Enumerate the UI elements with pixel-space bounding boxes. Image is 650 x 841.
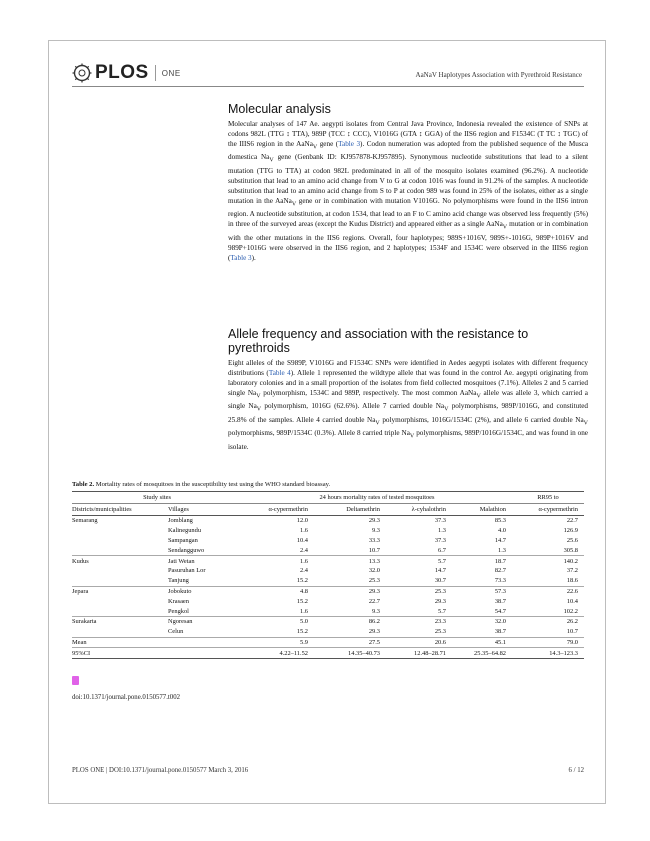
text-run: gene or in combination with mutation V1016G. No polymorphisms were found in the IIS6 intron region. A nucleotide substitution, at codon 1534, that lead to an F to C amino acid change was observed less frequently (5%) in three of the surveyed areas (except the Kudus District) and appeared either as a single AaNa <box>228 196 588 229</box>
table-row <box>72 616 584 626</box>
text-run: polymorphisms, 989P/1016G, and constituted 25.8% of the samples. Allele 4 carried double Na <box>228 402 588 424</box>
value-cell: 45.1 <box>452 637 512 648</box>
value-cell: 5.9 <box>242 637 314 648</box>
value-cell: 9.3 <box>372 607 380 615</box>
subscript: V <box>269 157 274 164</box>
logo-text: PLOS <box>95 62 149 83</box>
value-cell: 140.2 <box>512 556 584 566</box>
value-cell: 2.4 <box>300 567 308 575</box>
footer-citation: PLOS ONE | DOI:10.1371/journal.pone.0150577 March 3, 2016 <box>72 767 249 774</box>
value-cell: 18.7 <box>452 556 512 566</box>
subscript: V <box>476 393 481 400</box>
column-header: λ-cyhalothrin <box>386 504 452 516</box>
footer-page-number: 6 / 12 <box>568 767 584 774</box>
mortality-table <box>72 491 584 659</box>
value-cell: 73.3 <box>494 577 506 585</box>
district-cell <box>72 576 168 586</box>
district-cell <box>72 596 168 606</box>
text-run: allele was allele 3, which carried a single Na <box>228 389 588 411</box>
table-link[interactable]: Table 3 <box>230 253 252 262</box>
plos-logo <box>72 62 181 84</box>
value-cell: 5.7 <box>386 556 452 566</box>
group-header: Study sites <box>72 492 242 504</box>
value-cell: 14.7 <box>494 536 506 544</box>
value-cell: 1.3 <box>438 527 446 535</box>
subscript: V <box>502 224 508 231</box>
district-cell: 95%CI <box>72 648 168 659</box>
village-cell: Celun <box>168 628 184 636</box>
section-molecular-analysis <box>228 102 588 263</box>
value-cell: 305.8 <box>563 546 578 554</box>
running-title: AaNaV Haplotypes Association with Pyrethroid Resistance <box>415 71 582 79</box>
value-cell: 25.3 <box>368 577 380 585</box>
value-cell: 25.6 <box>566 536 578 544</box>
value-cell: 1.6 <box>300 527 308 535</box>
village-cell: Pengkol <box>168 607 189 615</box>
subscript: V <box>312 144 318 151</box>
table-row <box>72 536 584 546</box>
value-cell: 10.7 <box>566 628 578 636</box>
text-run: polymorphisms, 989P/1016G/1534C, and was found in one isolate. <box>228 429 588 451</box>
village-cell: Jomblang <box>168 517 193 525</box>
value-cell: 14.3–123.3 <box>512 648 584 659</box>
plos-globe-icon <box>72 63 92 83</box>
value-cell: 54.7 <box>494 607 506 615</box>
district-cell: Jepara <box>72 586 168 596</box>
page-header <box>72 62 582 84</box>
paragraph <box>228 119 588 263</box>
caption-text: Mortality rates of mosquitoes in the susceptibility test using the WHO standard bioassay. <box>94 481 331 488</box>
table-row <box>72 586 584 596</box>
value-cell: 27.5 <box>314 637 386 648</box>
value-cell: 37.3 <box>434 517 446 525</box>
text-run: polymorphisms, 989P/1534C (0.3%). Allele 8 carried triple Na <box>228 429 410 438</box>
text-run: polymorphisms, 1016G/1534C (2%), and allele 6 carried double Na <box>379 415 584 424</box>
value-cell: 23.3 <box>386 616 452 626</box>
value-cell: 57.3 <box>452 586 512 596</box>
caption-label: Table 2. <box>72 481 95 488</box>
text-run: ). Allele 1 represented the wildtype allele that was found in the control Ae. aegypti originating from laboratory colonies and in a small proportion of the isolates from field collected mosquitoes (7.1%). Alleles 2 and 5 carried single Na <box>228 369 589 397</box>
value-cell: 32.0 <box>452 616 512 626</box>
value-cell: 5.0 <box>242 616 314 626</box>
value-cell: 33.3 <box>368 536 380 544</box>
district-cell <box>72 566 168 576</box>
column-header: Districts/municipalities <box>72 504 168 516</box>
value-cell: 26.2 <box>512 616 584 626</box>
value-cell: 18.6 <box>566 577 578 585</box>
value-cell: 2.4 <box>300 546 308 554</box>
paragraph <box>228 358 588 452</box>
subscript: V <box>444 406 449 413</box>
value-cell: 22.7 <box>368 597 380 605</box>
village-cell: Ngoresan <box>168 616 242 626</box>
value-cell: 29.3 <box>368 517 380 525</box>
column-header: Malathion <box>452 504 512 516</box>
subscript: V <box>256 406 262 413</box>
value-cell: 15.2 <box>296 628 308 636</box>
table-row <box>72 596 584 606</box>
district-cell: Mean <box>72 637 168 648</box>
value-cell: 29.3 <box>314 586 386 596</box>
value-cell: 29.3 <box>434 597 446 605</box>
value-cell: 102.2 <box>563 607 578 615</box>
value-cell: 25.35–64.82 <box>452 648 512 659</box>
district-cell <box>72 545 168 555</box>
value-cell: 30.7 <box>434 577 446 585</box>
value-cell: 10.7 <box>368 546 380 554</box>
value-cell: 126.9 <box>563 527 578 535</box>
village-cell: Krasaen <box>168 597 189 605</box>
text-run: gene (Genbank ID: KJ957878-KJ957895). Synonymous nucleotide substitutions that lead to a silent mutation (TTG to TTA) at codon 982L predominated in all of the mosquito isolates examined (96.2%). A nucleotide substitution that lead to an amino acid change from V to G at codon 1016 was found in 91.2% of the samples. A nucleotide substitution that lead to an amino acid change from S to P at codon 989 was found in 25% of the isolates, either as a single mutation in the AaNa <box>228 153 588 205</box>
section-title: Allele frequency and association with the resistance to pyrethroids <box>228 327 529 355</box>
text-run: gene ( <box>317 140 339 148</box>
text-run: Molecular analyses of 147 Ae. aegypti isolates from Central Java Province, Indonesia revealed the existence of SNPs at codons 982L (TTG ↕ TTA), 989P (TCC ↕ CCC), V1016G (GTA ↕ GGA) of the IIS6 region and F1534C (T TC ↕ TGC) of the IIIS6 region in the AaNa <box>228 120 588 148</box>
value-cell: 38.7 <box>494 628 506 636</box>
village-cell <box>168 637 242 648</box>
value-cell: 25.3 <box>434 628 446 636</box>
value-cell: 79.0 <box>512 637 584 648</box>
value-cell: 4.0 <box>498 527 506 535</box>
table-row <box>72 545 584 555</box>
value-cell: 9.3 <box>372 527 380 535</box>
value-cell: 13.3 <box>314 556 386 566</box>
value-cell: 85.3 <box>494 517 506 525</box>
column-header: Deltamethrin <box>314 504 386 516</box>
text-run: Eight alleles of the S989P, V1016G and F1534C SNPs were identified in Aedes aegypti isolates with different frequency distributions ( <box>228 359 588 377</box>
text-run: polymorphism, 1534C and 989P, respectively. The most common AaNa <box>260 389 477 397</box>
group-header-row <box>72 492 584 504</box>
subscript: V <box>291 201 297 208</box>
text-run: ). <box>251 253 256 262</box>
village-cell: Sendangguwo <box>168 546 205 554</box>
value-cell: 14.7 <box>434 567 446 575</box>
village-cell: Jati Wetan <box>168 556 242 566</box>
village-cell: Sampangan <box>168 536 198 544</box>
value-cell: 10.4 <box>566 597 578 605</box>
value-cell: 12.48–28.71 <box>386 648 452 659</box>
value-cell: 22.6 <box>512 586 584 596</box>
value-cell: 29.3 <box>368 628 380 636</box>
column-header: α-cypermethrin <box>512 504 584 516</box>
district-cell <box>72 536 168 546</box>
subscript: V <box>583 420 588 427</box>
column-header-row <box>72 504 584 516</box>
table-row <box>72 627 584 637</box>
value-cell: 1.3 <box>498 546 506 554</box>
value-cell: 38.7 <box>494 597 506 605</box>
group-header: RR95 to <box>512 492 584 504</box>
column-header: Villages <box>168 504 242 516</box>
table-link[interactable]: Table 4 <box>268 369 291 377</box>
value-cell: 4.8 <box>242 586 314 596</box>
table-row <box>72 516 584 526</box>
logo-subtext: ONE <box>161 68 181 78</box>
value-cell: 37.2 <box>566 567 578 575</box>
district-cell <box>72 526 168 536</box>
text-run: mutation or in combination with the other mutations in the IIS6 regions. Overall, four haplotypes; 989S+1016V, 989S+-1016G, 989P+1016V and 989P+1016G were observed in the IIS6 region, and 2 haplotypes; 1534F and 1534C were observed in the IIIS6 region ( <box>228 220 588 262</box>
text-run: ). Codon numeration was adopted from the published sequence of the Musca domestica Na <box>228 140 589 162</box>
district-cell <box>72 627 168 637</box>
table-row <box>72 648 584 659</box>
text-run: polymorphism, 1016G (62.6%). Allele 7 carried double Na <box>261 402 445 411</box>
village-cell: Pasuruhan Lor <box>168 567 206 575</box>
value-cell: 15.2 <box>296 597 308 605</box>
subscript: V <box>256 393 261 400</box>
district-cell: Kudus <box>72 556 168 566</box>
village-cell: Kalinegundu <box>168 527 202 535</box>
section-allele-frequency <box>228 327 588 452</box>
village-cell: Tanjung <box>168 577 189 585</box>
table-row <box>72 566 584 576</box>
table-link[interactable]: Table 3 <box>338 140 361 148</box>
value-cell: 25.3 <box>386 586 452 596</box>
value-cell: 6.7 <box>438 546 446 554</box>
district-cell <box>72 606 168 616</box>
value-cell: 14.35–40.73 <box>314 648 386 659</box>
value-cell: 1.6 <box>242 556 314 566</box>
group-header: 24 hours mortality rates of tested mosquitoes <box>242 492 512 504</box>
subscript: V <box>409 433 415 440</box>
table-caption <box>72 481 592 488</box>
value-cell: 5.7 <box>438 607 446 615</box>
logo-divider <box>155 65 156 81</box>
value-cell: 82.7 <box>494 567 506 575</box>
table-doi[interactable]: doi:10.1371/journal.pone.0150577.t002 <box>72 694 180 701</box>
value-cell: 86.2 <box>314 616 386 626</box>
value-cell: 20.6 <box>386 637 452 648</box>
table-row <box>72 637 584 648</box>
value-cell: 22.7 <box>566 517 578 525</box>
value-cell: 1.6 <box>300 607 308 615</box>
header-rule <box>72 86 584 87</box>
value-cell: 4.22–11.52 <box>242 648 314 659</box>
district-cell: Surakarta <box>72 616 168 626</box>
subscript: V <box>375 420 380 427</box>
value-cell: 37.3 <box>434 536 446 544</box>
column-header: α-cypermethrin <box>242 504 314 516</box>
district-cell: Semarang <box>72 517 98 525</box>
table-row <box>72 606 584 616</box>
annotation-marker[interactable] <box>72 676 79 685</box>
village-cell: Jobokuto <box>168 586 242 596</box>
value-cell: 10.4 <box>296 536 308 544</box>
value-cell: 32.0 <box>368 567 380 575</box>
value-cell: 12.0 <box>296 517 308 525</box>
village-cell <box>168 648 242 659</box>
value-cell: 15.2 <box>296 577 308 585</box>
table-row <box>72 556 584 566</box>
table-row <box>72 576 584 586</box>
table-row <box>72 526 584 536</box>
section-title: Molecular analysis <box>228 102 331 116</box>
